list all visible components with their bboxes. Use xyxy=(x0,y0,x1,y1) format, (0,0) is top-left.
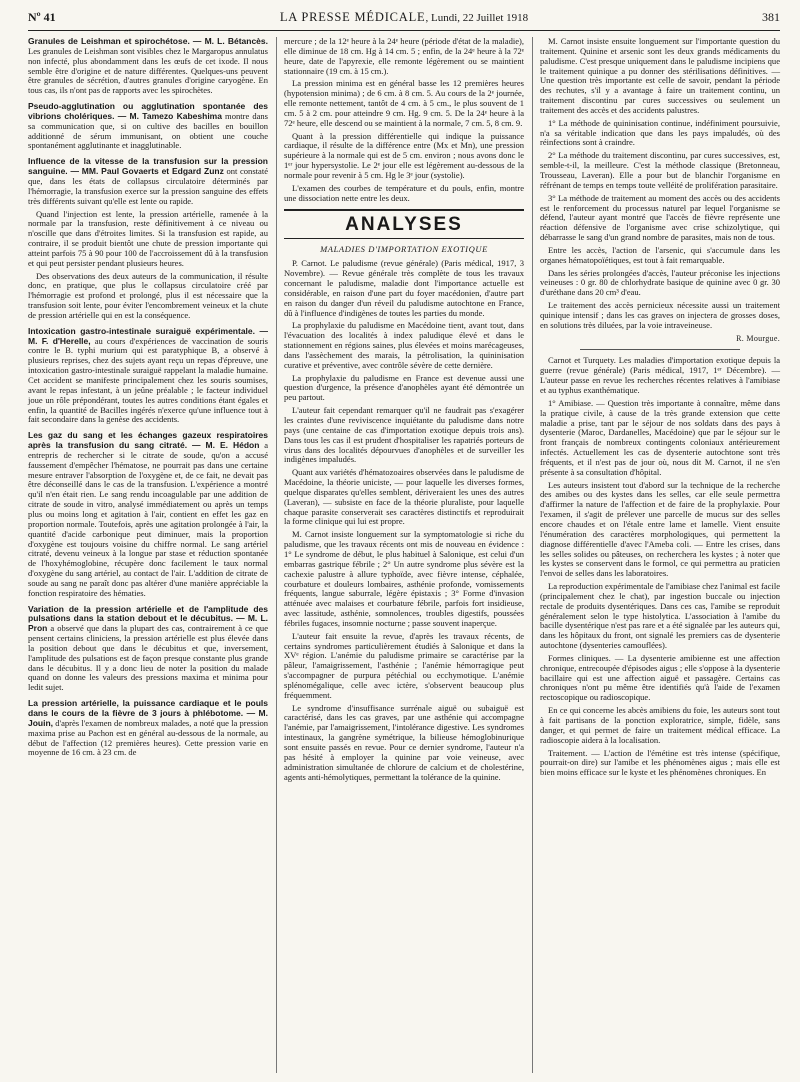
issue-date: , Lundi, 22 Juillet 1918 xyxy=(425,12,529,24)
paragraph xyxy=(284,374,524,404)
paragraph-text: 1° La méthode de quininisation continue, indéfiniment poursuivie, n'a sa véritable indication que dans les pays impaludés, où des réinfections sont à craindre. xyxy=(540,117,780,148)
paragraph xyxy=(540,301,780,331)
paragraph xyxy=(28,37,268,96)
paragraph-text: Entre les accès, l'action de l'arsenic, qui s'accumule dans les organes hématopoïétiques, est tout à fait remarquable. xyxy=(540,244,780,265)
page-number: 381 xyxy=(762,10,780,24)
paragraph-text: ont constaté que, dans les états de collapsus circulatoire déterminés par l'hémorragie, la transfusion exerce sur la pression sanguine des effets très différents suivant qu'elle est lente ou rapide. xyxy=(28,166,268,206)
paragraph-text: Traitement. — L'action de l'émétine est très intense (spécifique, pourrait-on dire) sur l'amibe et les phénomènes aigus ; mais elle est bien moins efficace sur le kyste et les phénomènes chroniques. En xyxy=(540,747,780,778)
paragraph xyxy=(284,321,524,370)
paragraph-heading: Pseudo-agglutination ou agglutination spontanée des vibrions cholériques. — M. Tamezo Kabeshima xyxy=(28,101,268,121)
paragraph-text: La pression minima est en général basse les 12 premières heures (hypotension minima) ; de 6 cm. à 8 cm. 5. Au cours de la 2ᵉ journée, elle remonte nettement, tantôt de 4 cm. à 5 cm., le plus souvent de 1 cm. 5 à 2 cm. pour atteindre 9 cm. Hg. 9 cm. 5. De la 24ᵉ heure à la 72ᵉ heure, elle descend ou se maintient à la normale, 7 cm. 5, 8 cm. 9. xyxy=(284,78,524,128)
paragraph xyxy=(540,194,780,243)
column-rule-2 xyxy=(532,37,533,1073)
paragraph xyxy=(284,704,524,783)
section-banner xyxy=(284,209,524,239)
paragraph-text: M. Carnot insiste ensuite longuement sur l'importante question du traitement. Quinine et arsenic sont les deux grands médicaments du paludisme. C'est presque uniquement dans le paludisme incipiens que le traitement quinique a pu donner des stérilisations définitives. — Une question très importante est celle de savoir, pendant la période des rechutes, s'il y a avantage à faire un traitement continu, un traitement discontinu par cures successives ou seulement un traitement des accès et des accidents palustres. xyxy=(540,36,780,115)
paragraph xyxy=(540,706,780,745)
paragraph-text: 3° La méthode de traitement au moment des accès ou des accidents est le renforcement du processus naturel par lequel l'organisme se défend, l'auteur ayant montré que l'accès de fièvre représente une réaction défensive de l'organisme avec crise schizolytique, qui débarrasse le sang d'un grand nombre de parasites, mais non de tous. xyxy=(540,192,780,243)
paragraph xyxy=(540,749,780,779)
paragraph-heading: Influence de la vitesse de la transfusion sur la pression sanguine. — MM. Paul Govaerts et Edgard Zunz xyxy=(28,156,268,177)
paragraph-text: a entrepris de rechercher si le citrate de soude, qu'on a accusé faussement d'empêcher l'hématose, ne pourrait pas dans une certaine mesure entraver l'absorption de l'oxygène et, de ce fait, ne devait pas être déconseillé dans le cas de la transfusion. L'expérience a montré qu'il n'en était rien. Le sang rendu incoagulable par une addition de citrate de soude in vitro, analysé immédiatement ou après un temps plus ou moins long et agitation à l'air, contient en effet les gaz en proportion normale. Toutefois, après une agitation prolongée à l'air, la quantité d'acide carbonique peut diminuer, mais la proportion d'oxygène est toujours voisine du chiffre normal. Le sang artériel citraté, devenu veineux à la longue par stase et réduction spontanée de l'hoxyhémoglobine, récupère donc facilement le taux normal d'oxygène du sang artériel, au contact de l'air. L'addition de citrate de soude au sang ne paraît donc pas altérer d'une manière appréciable la fonction respiratoire des hématies. xyxy=(28,440,268,598)
paragraph xyxy=(28,102,268,151)
paragraph xyxy=(284,468,524,527)
paragraph-heading: Granules de Leishman et spirochétose. — M. L. Bétancès. xyxy=(28,36,268,46)
paragraph-text: La prophylaxie du paludisme en France est devenue aussi une question d'urgence, la présence d'anophèles ayant été démontrée un peu partout. xyxy=(284,372,524,403)
paragraph-text: M. Carnot insiste longuement sur la symptomatologie si riche du paludisme, que les travaux récents ont mis de nouveau en évidence : 1° Le syndrome de début, le plus habituel à Salonique, est celui d'un embarras gastrique fébrile ; 2° Un autre syndrome plus sévère est la cachexie palustre à allure typhoïde, avec fièvre intense, céphalée, courbature et douleurs lombaires, asthénie profonde, vomissements fréquents, langue saburrale, légère épistaxis ; 3° Forme d'invasion atténuée avec malaises et courbature fébrile, parfois fort insidieuse, avec lassitude, asthénie, somnolences, troubles digestifs, poussées fébriles fugaces, insomnie nocturne ; passe souvent inaperçue. xyxy=(284,529,524,628)
paragraph xyxy=(28,157,268,206)
paragraph-heading: Les gaz du sang et les échanges gazeux respiratoires après la transfusion du sang citraté. — M. E. Hédon xyxy=(28,430,268,451)
paragraph-heading: La pression artérielle, la puissance cardiaque et le pouls dans le cours de la fièvre de 3 jours à phlébotome. — M. Jouin, xyxy=(28,698,268,728)
paragraph-text: Le traitement des accès pernicieux nécessite aussi un traitement quinique intensif ; dans les cas graves on injectera de grosses doses, en solutions très diluées, par la voie intraveineuse. xyxy=(540,300,780,330)
paragraph-text: d'après l'examen de nombreux malades, a noté que la pression maxima prise au Pachon est en général au-dessous de la normale, au début de l'affection (12 premières heures). Cette pression varie en moyenne de 16 cm. à 23 cm. de xyxy=(28,717,268,758)
column-3 xyxy=(540,37,780,781)
author-signature: R. Mourgue. xyxy=(736,333,780,343)
paragraph-text: En ce qui concerne les abcès amibiens du foie, les auteurs sont tout à fait partisans de la ponction exploratrice, simple, fidèle, sans danger, et qui permet de faire un traitement médical efficace. La radioscopie aidera à la localisation. xyxy=(540,705,780,745)
paragraph xyxy=(540,119,780,149)
paragraph xyxy=(284,37,524,76)
paragraph-text: L'auteur fait ensuite la revue, d'après les travaux récents, de certains syndromes particulièrement étudiés à Salonique et dans la XVᵉ région. L'anémie du paludisme primaire se caractérise par la pâleur, l'amaigrissement, l'asthénie ; l'anémie hémorragique peut s'accompagner de purpura pétéchial ou ecchymotique. L'anémie splénomégalique, celle avec ictère, s'observent beaucoup plus fréquemment. xyxy=(284,630,524,700)
separator-rule xyxy=(580,349,740,350)
paragraph-text: L'auteur fait cependant remarquer qu'il ne faudrait pas s'exagérer les craintes d'une reviviscence inquiétante du paludisme dans notre pays (une centaine de cas d'importation exotique depuis trois ans). Dans tous les cas il est prudent d'hospitaliser les rapatriés porteurs de virus dans des localités dépourvues d'anophèles et de surveiller les indigènes impaludés. xyxy=(284,405,524,465)
paragraph-text: Les granules de Leishman sont visibles chez le Margaropus annulatus non infecté, plus abondamment dans les œufs de cet ixode. Il nous semble être d'origine et de nature différentes. Quelques-uns peuvent être granules de sécrétion, d'autres granules d'origine caryogène. En tous cas, ils n'ont pas de rapports avec les spirochètes. xyxy=(28,45,268,96)
paragraph-text: Quant à la pression différentielle qui indique la puissance cardiaque, il résulte de la différence entre (Mx et Mn), une pression supérieure à la normale qui est de 5 cm. environ ; nous avons donc le 1ᵉʳ jour hypersystolie. Le 2ᵉ jour elle est légèrement au-dessous de la normale pour revenir à 5 cm. Hg le 3ᵉ jour (systolie). xyxy=(284,130,524,180)
paragraph-text: montre dans sa communication que, si on cultive des bacilles en bouillon additionné de sérum immunisant, on obtient une couche spontanément agglutinante et inagglutinable. xyxy=(28,110,269,151)
paragraph xyxy=(540,399,780,478)
paragraph-text: 2° La méthode du traitement discontinu, par cures successives, est, semble-t-il, la meilleure. C'est la méthode classique (Bretonneau, Trousseau, Laveran). Elle a pour but de blanchir l'organisme en réfrénant de temps en temps toute velléité de prolifération parasitaire. xyxy=(540,150,780,190)
paragraph xyxy=(540,356,780,395)
paragraph xyxy=(540,37,780,116)
paragraph xyxy=(284,79,524,128)
paragraph xyxy=(28,431,268,598)
paragraph xyxy=(28,210,268,269)
paragraph xyxy=(284,259,524,318)
paragraph-text: L'examen des courbes de température et du pouls, enfin, montre une dissociation nette entre les deux. xyxy=(284,182,524,203)
paragraph xyxy=(28,699,268,758)
issue-number: Nº 41 xyxy=(28,10,56,24)
column-1 xyxy=(28,37,268,761)
paragraph xyxy=(540,246,780,266)
paragraph-text: Quand l'injection est lente, la pression artérielle, ramenée à la normale par la transfusion, reste définitivement à ce niveau ou n'oscille que dans d'étroites limites. Si la transfusion est rapide, au contraire, il se produit bientôt une chute de pression importante qui atteint parfois 75 à 90 pour 100 de l'accroissement dû à la transfusion et qui peut persister pendant plusieurs heures. xyxy=(28,208,268,268)
paragraph xyxy=(28,327,268,425)
paragraph xyxy=(540,654,780,703)
paragraph-text: Quant aux variétés d'hématozoaires observées dans le paludisme de Macédoine, la théorie uniciste, — pour laquelle les diverses formes, quelque disparates qu'elles semblent, dériveraient les unes des autres (Laveran), — subsiste en face de la théorie pluraliste, pour laquelle chaque parasite conserverait ses caractères distinctifs et reproduirait la forme clinique qui lui est propre. xyxy=(284,467,524,527)
section-title: ANALYSES xyxy=(345,213,463,235)
paragraph xyxy=(540,481,780,579)
newspaper-page xyxy=(28,10,780,1074)
paragraph-text: Carnot et Turquety. Les maladies d'importation exotique depuis la guerre (revue générale) (Paris médical, 1917, 1ᵉʳ Décembre). — L'auteur passe en revue les recherches récentes relatives à l'amibiase et au typhus exanthématique. xyxy=(540,355,780,395)
paragraph-text: Les auteurs insistent tout d'abord sur la technique de la recherche des amibes ou des kystes dans les selles, car elle seule permettra d'affirmer la nature de l'affection et de faire de la prophylaxie. Pour l'examen, il s'agit de prélever une parcelle de mucus sur des selles encore chaudes et on l'étale entre lame et lamelle. Vient ensuite l'énumération des caractères morphologiques, qui permettent la diagnose différentielle d'avec l'Ameba coli. — Entre les crises, dans les selles solides ou pâteuses, on recherchera les kystes ; à noter que les kystes se conservent dans le formol, ce qui permettra au praticien l'envoi de selles dans les laboratoires. xyxy=(540,479,780,579)
paragraph xyxy=(284,132,524,181)
paragraph-text: Le syndrome d'insuffisance surrénale aiguë ou subaiguë est caractérisé, dans les cas graves, par une asthénie qui accompagne l'anémie, par l'amaigrissement, l'intolérance digestive. Les syndromes intestinaux, la gangrène symétrique, la bilieuse hémoglobinurique sont ensuite passés en revue. Pour ce dernier syndrome, l'auteur n'a pas hésité à employer la quinine par voie veineuse, avec administration simultanée de chlorure de calcium et de cholestérine, agents anti-hémolytiques, permettant la tolérance de la quinine. xyxy=(284,702,524,782)
paragraph xyxy=(28,605,268,694)
paragraph xyxy=(540,582,780,651)
paragraph xyxy=(540,269,780,299)
paragraph-text: Dans les séries prolongées d'accès, l'auteur préconise les injections veineuses : 0 gr. 80 de chlorhydrate basique de quinine avec 0 gr. 30 d'uréthane dans 20 cm³ d'eau. xyxy=(540,267,780,298)
paragraph-text: La reproduction expérimentale de l'amibiase chez l'animal est facile (principalement chez le chat), par ingestion buccale ou injection rectale de produits dysentériques. Dans ces cas, l'amibe se reproduit généralement selon le type histolytica. L'association à l'amibe du bacille dysentérique n'est pas rare et a été signalée par les auteurs qui, dans les hôpitaux du front, ont signalé les premiers cas de dysenterie autochtone (dysenteries camouflées). xyxy=(540,581,780,651)
paragraph-text: a observé que dans la plupart des cas, contrairement à ce que pensent certains cliniciens, la pression artérielle est plus élevée dans la position debout que dans le décubitus et que, inversement, l'amplitude des pulsations est de façon presque constante plus grande dans le décubitus. Il y a donc lieu de noter la position du malade quand on donne les valeurs des pressions maxima et minima pour ledit sujet. xyxy=(28,623,268,693)
paragraph xyxy=(284,530,524,628)
paragraph xyxy=(28,272,268,321)
paragraph-text: au cours d'expériences de vaccination de souris contre le B. typhi murium qui est paratyphique B, a observé à plusieurs reprises, chez des sujets ayant reçu un repas d'épreuve, une intoxication gastro-intestinale suraiguë rappelant la maladie humaine. Cet accident se manifeste principalement chez les souris soumises, avant le repas infestant, à un jeûne préalable ; le facteur individuel joue un rôle prépondérant, toutes les autres conditions étant égales et enfin, la quantité de Bacilles ingérés n'exerce qu'une influence tout à fait secondaire dans la genèse des accidents. xyxy=(28,335,269,425)
paragraph xyxy=(284,406,524,465)
journal-title-line xyxy=(28,10,780,24)
paragraph xyxy=(284,184,524,204)
paragraph xyxy=(540,151,780,190)
paragraph-text: mercure ; de la 12ᵉ heure à la 24ᵉ heure (période d'état de la maladie), elle diminue de 18 cm. Hg à 14 cm. 5 ; enfin, de la 24ᵉ heure à la 72ᵉ heure, date de l'apyrexie, elle remonte légèrement ou se maintient stationnaire (19 cm. à 15 cm.). xyxy=(284,36,524,76)
paragraph-heading: Intoxication gastro-intestinale suraiguë expérimentale. — M. F. d'Herelle, xyxy=(28,325,268,346)
page-header xyxy=(28,10,780,31)
paragraph-heading: Variation de la pression artérielle et de l'amplitude des pulsations dans la station debout et le décubitus. — M. L. Pron xyxy=(28,603,268,634)
paragraph-text: 1° Amibiase. — Question très importante à connaître, même dans la pratique civile, à cause de la très grande extension que cette maladie a prise, tant par le séjour de nos soldats dans des pays à dysenterie (Maroc, Dardanelles, Macédoine) que par le séjour sur le front français de nombreux contingents coloniaux antérieurement infectés. Actuellement les cas de dysenterie autochtone sont très fréquents, et il n'est pas de jour où, nous dit M. Carnot, il ne s'en présente à sa consultation d'hôpital. xyxy=(540,397,780,477)
column-2 xyxy=(284,37,524,785)
paragraph-text: Des observations des deux auteurs de la communication, il résulte donc, en pratique, que plus le collapsus circulatoire créé par l'hémorragie est profond et prolongé, plus il est nécessaire que la transfusion soit lente, pour éviter l'encombrement veineux et la chute de pression artérielle qui en est la conséquence. xyxy=(28,270,268,320)
journal-name: LA PRESSE MÉDICALE xyxy=(279,10,426,24)
paragraph-text: Formes cliniques. — La dysenterie amibienne est une affection chronique, entrecoupée d'épisodes aigus ; elle s'oppose à la dysenterie bacillaire qui est une affection aiguë et passagère. Certains cas chroniques n'ont pu même être identifiés qu'à l'aide de l'examen rectoscopique ou radioscopique. xyxy=(540,652,780,703)
paragraph xyxy=(284,632,524,701)
subsection-title: MALADIES D'IMPORTATION EXOTIQUE xyxy=(320,243,488,254)
paragraph-text: La prophylaxie du paludisme en Macédoine tient, avant tout, dans l'évacuation des localités à index paludique élevé et dans le stationnement en régions saines, plus élevées et moins marécageuses, dans l'assèchement des marais, la pétrolisation, la quininisation curative et préventive, avec contrôle sévère de cette dernière. xyxy=(284,320,524,370)
column-rule-1 xyxy=(276,37,277,1073)
paragraph-text: P. Carnot. Le paludisme (revue générale) (Paris médical, 1917, 3 Novembre). — Revue générale très complète de tous les travaux concernant le paludisme, maladie dont l'importance actuelle est considérable, en raison d'une part du foyer macédonien, d'autre part en raison du danger d'un réveil du paludisme autochtone en France, dû à l'influence d'indigènes de toutes les parties du monde. xyxy=(284,258,524,318)
